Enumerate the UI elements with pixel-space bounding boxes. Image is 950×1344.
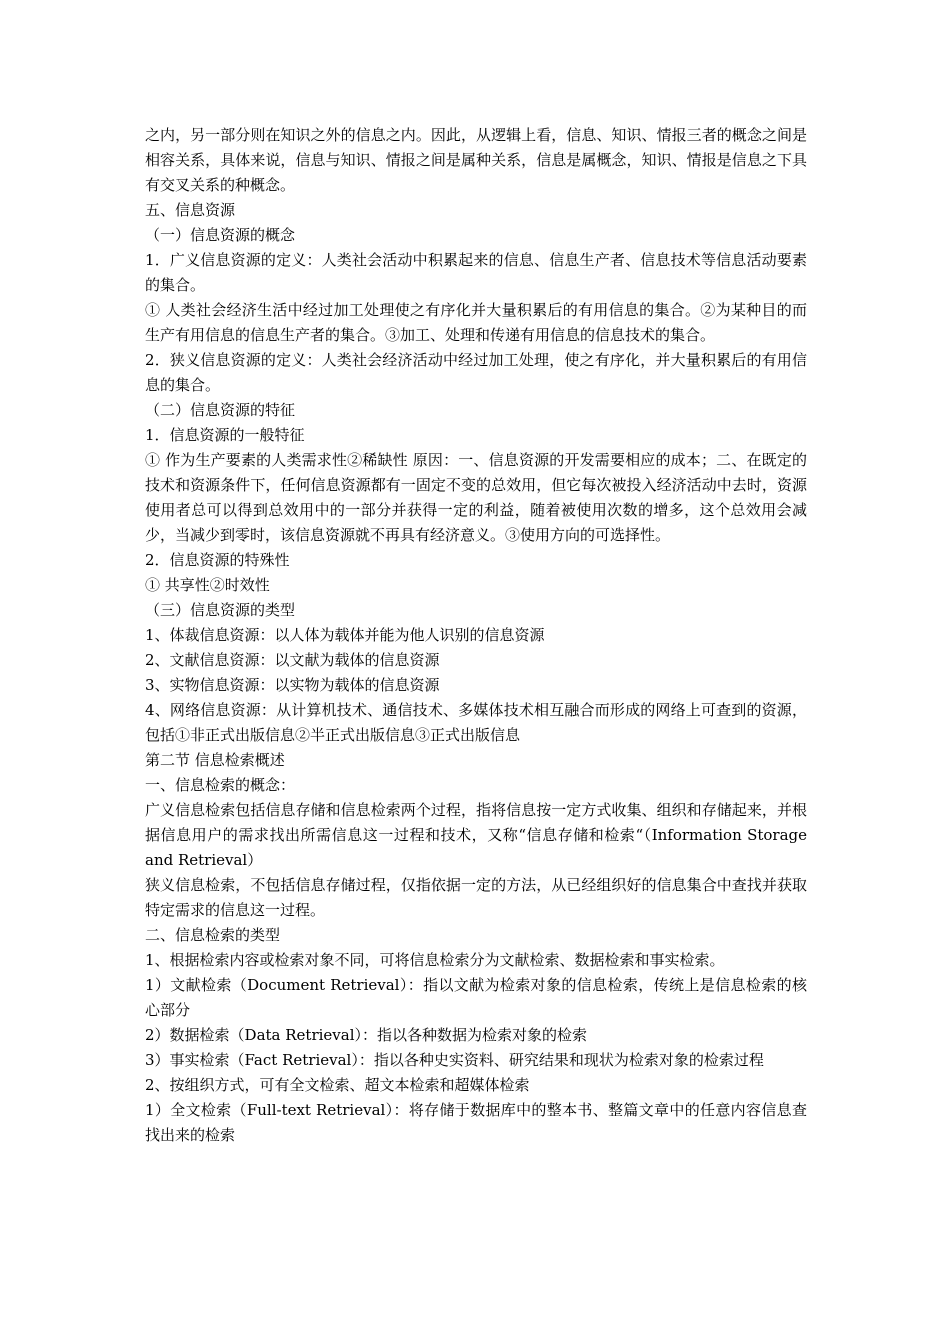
paragraph-retrieval-by-content: 1、根据检索内容或检索对象不同，可将信息检索分为文献检索、数据检索和事实检索。: [145, 951, 725, 969]
heading-info-resources: 五、信息资源: [145, 201, 236, 219]
list-item-document-retrieval: 1）文献检索（Document Retrieval）：指以文献为检索对象的信息检索，传统上是信息检索的核心部分: [145, 976, 807, 1019]
paragraph-broad-definition: 1．广义信息资源的定义：人类社会活动中积累起来的信息、信息生产者、信息技术等信息活动要素的集合。: [145, 251, 807, 294]
list-item-type-3: 3、实物信息资源：以实物为载体的信息资源: [145, 676, 440, 694]
document-body: [145, 123, 807, 1148]
subheading-retrieval-concept: 一、信息检索的概念：: [145, 776, 296, 794]
list-item-fact-retrieval: 3）事实检索（Fact Retrieval）：指以各种史实资料、研究结果和现状为检索对象的检索过程: [145, 1051, 764, 1069]
subheading-resource-features: （二）信息资源的特征: [145, 401, 296, 419]
list-item-fulltext-retrieval: 1）全文检索（Full-text Retrieval）：将存储于数据库中的整本书、整篇文章中的任意内容信息查找出来的检索: [145, 1101, 807, 1144]
paragraph-special-features-title: 2．信息资源的特殊性: [145, 551, 290, 569]
list-item-type-2: 2、文献信息资源：以文献为载体的信息资源: [145, 651, 440, 669]
list-item-data-retrieval: 2）数据检索（Data Retrieval）：指以各种数据为检索对象的检索: [145, 1026, 588, 1044]
heading-section-2: 第二节 信息检索概述: [145, 751, 285, 769]
list-item-type-4: 4、网络信息资源：从计算机技术、通信技术、多媒体技术相互融合而形成的网络上可查到的资源，包括①非正式出版信息②半正式出版信息③正式出版信息: [145, 701, 807, 744]
list-item-type-1: 1、体裁信息资源：以人体为载体并能为他人识别的信息资源: [145, 626, 545, 644]
paragraph-general-features-title: 1．信息资源的一般特征: [145, 426, 305, 444]
paragraph-broad-retrieval: 广义信息检索包括信息存储和信息检索两个过程，指将信息按一定方式收集、组织和存储起来，并根据信息用户的需求找出所需信息这一过程和技术，又称“信息存储和检索“（Information Storage and Retrieval）: [145, 801, 807, 869]
subheading-resource-concept: （一）信息资源的概念: [145, 226, 296, 244]
subheading-retrieval-types: 二、信息检索的类型: [145, 926, 281, 944]
paragraph-retrieval-by-organization: 2、按组织方式，可有全文检索、超文本检索和超媒体检索: [145, 1076, 530, 1094]
subheading-resource-types: （三）信息资源的类型: [145, 601, 296, 619]
paragraph-narrow-definition: 2．狭义信息资源的定义：人类社会经济活动中经过加工处理，使之有序化，并大量积累后的有用信息的集合。: [145, 351, 807, 394]
paragraph-info-knowledge-relation: 之内，另一部分则在知识之外的信息之内。因此，从逻辑上看，信息、知识、情报三者的概念之间是相容关系，具体来说，信息与知识、情报之间是属种关系，信息是属概念，知识、情报是信息之下具有交叉关系的种概念。: [145, 126, 807, 194]
paragraph-special-features: ① 共享性②时效性: [145, 576, 270, 594]
paragraph-general-features: ① 作为生产要素的人类需求性②稀缺性 原因：一、信息资源的开发需要相应的成本；二、在既定的技术和资源条件下，任何信息资源都有一固定不变的总效用，但它每次被投入经济活动中去时，资源使用者总可以得到总效用中的一部分并获得一定的利益，随着被使用次数的增多，这个总效用会减少，当减少到零时，该信息资源就不再具有经济意义。③使用方向的可选择性。: [145, 451, 807, 544]
paragraph-broad-definition-items: ① 人类社会经济生活中经过加工处理使之有序化并大量积累后的有用信息的集合。②为某种目的而生产有用信息的信息生产者的集合。③加工、处理和传递有用信息的信息技术的集合。: [145, 301, 807, 344]
paragraph-narrow-retrieval: 狭义信息检索，不包括信息存储过程，仅指依据一定的方法，从已经组织好的信息集合中查找并获取特定需求的信息这一过程。: [145, 876, 807, 919]
